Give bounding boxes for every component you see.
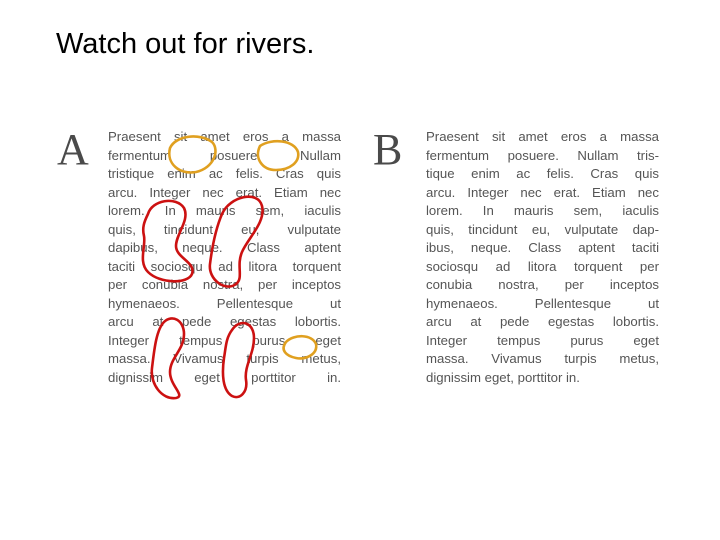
text-line: per conubia nostra, per inceptos (108, 277, 341, 292)
text-line: Praesent sit amet eros a massa (426, 129, 659, 144)
text-line: Praesent sit amet eros a massa (108, 129, 341, 144)
text-line: arcu. Integer nec erat. Etiam nec (108, 184, 341, 200)
text-line: lorem. In mauris sem, iaculis (426, 203, 659, 218)
text-line: arcu at pede egestas lobortis. (426, 314, 659, 329)
slide-title: Watch out for rivers. (56, 28, 315, 60)
text-line: Integer tempus purus eget (108, 332, 341, 348)
text-line: massa. Vivamus turpis metus, (108, 351, 341, 366)
text-line: arcu. Integer nec erat. Etiam nec (426, 184, 659, 200)
text-line: fermentum posuere. Nullam tris- (426, 147, 659, 163)
text-line: dignissim eget, porttitor in. (426, 369, 580, 385)
text-line: tique enim ac felis. Cras quis (426, 166, 659, 181)
text-line: massa. Vivamus turpis metus, (426, 351, 659, 366)
text-line: hymenaeos. Pellentesque ut (108, 295, 341, 311)
text-line: Integer tempus purus eget (426, 332, 659, 348)
example-b-paragraph (426, 128, 659, 387)
text-line: hymenaeos. Pellentesque ut (426, 295, 659, 311)
example-b-label: B (373, 125, 403, 174)
text-line: taciti sociosqu ad litora torquent (108, 258, 341, 274)
text-line: quis, tincidunt eu, vulputate dap- (426, 221, 659, 237)
text-line: dapibus, neque. Class aptent (108, 240, 341, 255)
example-a-paragraph (108, 128, 341, 387)
text-line: quis, tincidunt eu, vulputate (108, 221, 341, 237)
text-line: fermentum posuere. Nullam (108, 147, 341, 163)
text-line: ibus, neque. Class aptent taciti (426, 240, 659, 255)
text-line: tristique enim ac felis. Cras quis (108, 166, 341, 181)
text-line: lorem. In mauris sem, iaculis (108, 203, 341, 218)
example-a-label: A (57, 125, 89, 174)
text-line: arcu at pede egestas lobortis. (108, 314, 341, 329)
text-line: dignissim eget porttitor in. (108, 369, 341, 385)
text-line: conubia nostra, per inceptos (426, 277, 659, 292)
text-line: sociosqu ad litora torquent per (426, 258, 659, 274)
